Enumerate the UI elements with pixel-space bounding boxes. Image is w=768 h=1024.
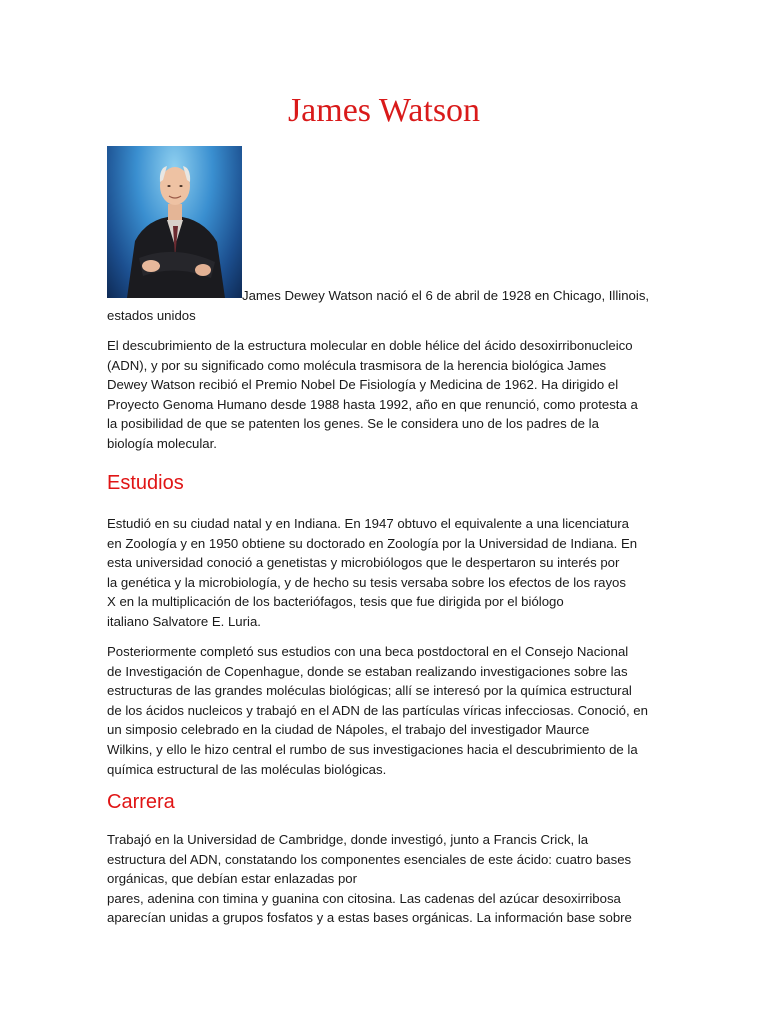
text-line: la genética y la microbiología, y de hecho su tesis versaba sobre los efectos de los rayos bbox=[107, 574, 626, 590]
intro-paragraph bbox=[107, 286, 662, 325]
text-line: la posibilidad de que se patenten los genes. Se le considera uno de los padres de la bbox=[107, 416, 599, 432]
portrait-photo-icon bbox=[107, 146, 242, 298]
paragraph-postdoctoral bbox=[107, 642, 662, 779]
text-line: pares, adenina con timina y guanina con citosina. Las cadenas del azúcar desoxirribosa bbox=[107, 890, 621, 906]
page-title: James Watson bbox=[287, 92, 481, 129]
text-line: italiano Salvatore E. Luria. bbox=[107, 613, 261, 629]
text-line: esta universidad conoció a genetistas y microbiólogos que le despertaron su interés por bbox=[107, 555, 620, 571]
text-line: El descubrimiento de la estructura molecular en doble hélice del ácido desoxirribonucleico bbox=[107, 338, 633, 353]
text-line: Posteriormente completó sus estudios con una beca postdoctoral en el Consejo Nacional bbox=[107, 644, 629, 659]
text-line: de Investigación de Copenhague, donde se estaban realizando investigaciones sobre las bbox=[107, 663, 628, 679]
text-line: James Dewey Watson nació el 6 de abril de 1928 en Chicago, Illinois, bbox=[242, 288, 650, 303]
text-line: un simposio celebrado en la ciudad de Nápoles, el trabajo del investigador Maurce bbox=[107, 722, 590, 738]
text-line: de los ácidos nucleicos y trabajó en el ADN de las partículas víricas infecciosas. Conoció, en bbox=[107, 702, 648, 718]
section-heading-carrera: Carrera bbox=[107, 791, 175, 813]
text-line: estructura del ADN, constatando los componentes esenciales de este ácido: cuatro bases bbox=[107, 851, 632, 867]
text-line: Estudió en su ciudad natal y en Indiana. En 1947 obtuvo el equivalente a una licenciatura bbox=[107, 516, 630, 531]
text-line: química estructural de las moléculas biológicas. bbox=[107, 761, 387, 777]
text-line: en Zoología y en 1950 obtiene su doctorado en Zoología por la Universidad de Indiana. En bbox=[107, 535, 638, 551]
text-line: aparecían unidas a grupos fosfatos y a estas bases orgánicas. La información base sobre bbox=[107, 910, 632, 926]
text-line: orgánicas, que debían estar enlazadas por bbox=[107, 871, 358, 887]
text-line: (ADN), y por su significado como molécula trasmisora de la herencia biológica James bbox=[107, 357, 607, 373]
text-line: estados unidos bbox=[107, 307, 196, 323]
section-heading-estudios: Estudios bbox=[107, 472, 184, 494]
text-line: X en la multiplicación de los bacteriófagos, tesis que fue dirigida por el biólogo bbox=[107, 594, 564, 610]
paragraph-carrera bbox=[107, 830, 662, 928]
paragraph-nobel bbox=[107, 336, 662, 454]
text-line: Proyecto Genoma Humano desde 1988 hasta 1992, año en que renunció, como protesta a bbox=[107, 396, 638, 412]
paragraph-estudios bbox=[107, 514, 662, 632]
text-line: biología molecular. bbox=[107, 435, 217, 451]
portrait-photo bbox=[107, 146, 242, 298]
text-line: Wilkins, y ello le hizo central el rumbo de sus investigaciones hacia el descubrimiento de la bbox=[107, 741, 638, 757]
text-line: Trabajó en la Universidad de Cambridge, donde investigó, junto a Francis Crick, la bbox=[107, 832, 589, 847]
text-line: Dewey Watson recibió el Premio Nobel De Fisiología y Medicina de 1962. Ha dirigido el bbox=[107, 377, 619, 393]
text-line: estructuras de las grandes moléculas biológicas; allí se interesó por la química estructural bbox=[107, 683, 632, 699]
